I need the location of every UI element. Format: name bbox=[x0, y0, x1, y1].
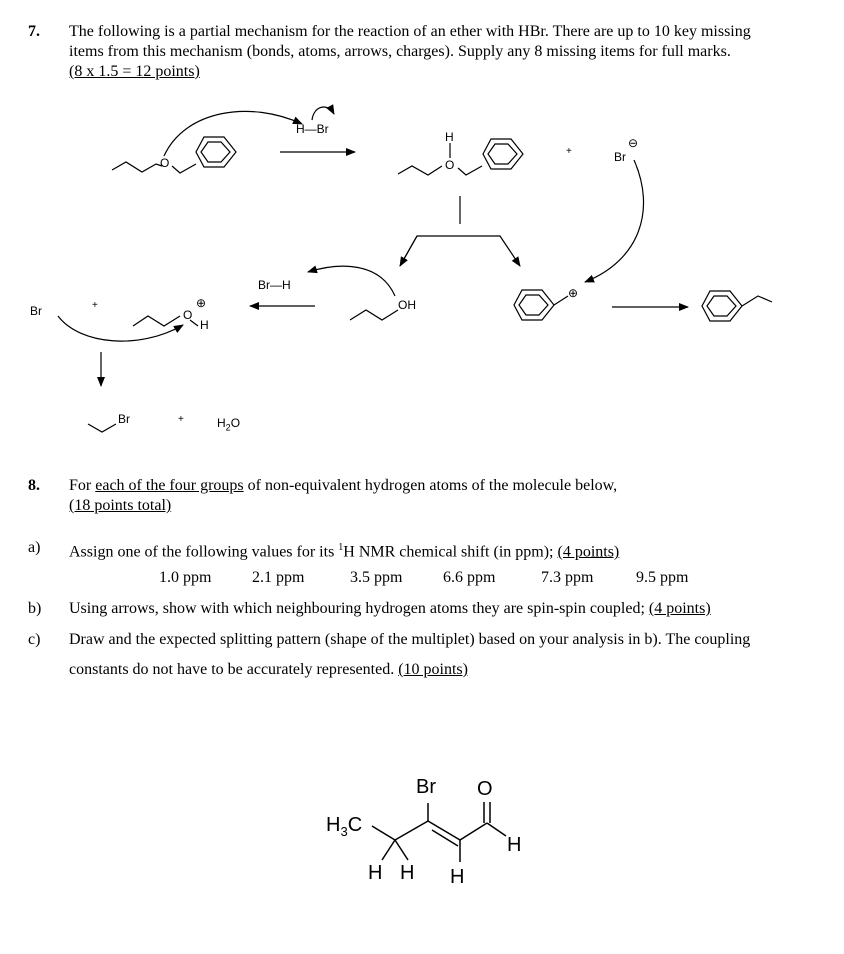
oxonium-positive-charge: ⊕ bbox=[196, 296, 207, 310]
shift-value: 9.5 ppm bbox=[636, 569, 689, 586]
q7-text-line1: The following is a partial mechanism for the reaction of an ether with HBr. There are up to 10 key missing bbox=[69, 23, 751, 40]
water-label: $H_2O$ bbox=[217, 416, 241, 433]
cation-positive-charge: ⊕ bbox=[568, 286, 579, 300]
protonated-o-label: O bbox=[183, 308, 193, 322]
c2-h-bond-right bbox=[395, 840, 408, 860]
branch-left-arrow bbox=[400, 236, 417, 266]
benzyl-ch2-bond bbox=[554, 296, 568, 305]
oxonium-h-label: H bbox=[445, 130, 454, 144]
curved-arrow-o-to-h bbox=[164, 111, 302, 156]
part-a-text: Assign one of the following values for its $^1$H NMR chemical shift (in ppm); (4 points) bbox=[69, 542, 620, 561]
c3-c4-double-bond bbox=[432, 830, 458, 846]
bromide-negative-charge: ⊖ bbox=[628, 136, 639, 150]
q7-text-line2: items from this mechanism (bonds, atoms, arrows, charges). Supply any 8 missing items for full marks. bbox=[69, 43, 731, 60]
plus-sign-1: + bbox=[566, 146, 572, 157]
c2-c3-bond bbox=[395, 821, 428, 840]
ch2-h-right-label: H bbox=[400, 862, 415, 884]
molecule-o-label: O bbox=[477, 778, 493, 800]
plus-sign-3: + bbox=[178, 414, 184, 425]
q7-points: (8 x 1.5 = 12 points) bbox=[69, 63, 200, 80]
benzene-ring-3-inner bbox=[519, 295, 548, 315]
q8-points: (18 points total) bbox=[69, 497, 172, 514]
oxonium-chain-right bbox=[458, 166, 482, 175]
product-chain bbox=[742, 296, 772, 306]
q8-number: 8. bbox=[28, 477, 40, 494]
h3c-bond bbox=[372, 826, 395, 840]
br-h-label: Br—H bbox=[258, 278, 291, 292]
ch2-h-left-label: H bbox=[368, 862, 383, 884]
part-b-label: b) bbox=[28, 600, 42, 617]
benzene-ring-2-inner bbox=[488, 144, 517, 164]
part-c-text-line1: Draw and the expected splitting pattern (shape of the multiplet) based on your analysis in b). The coupling bbox=[69, 631, 751, 648]
bromide-label: Br bbox=[614, 150, 626, 164]
shift-value: 7.3 ppm bbox=[541, 569, 594, 586]
molecule-br-label: Br bbox=[416, 776, 436, 798]
bromide-label-2: Br bbox=[30, 304, 42, 318]
q7-number: 7. bbox=[28, 23, 40, 40]
shift-value: 6.6 ppm bbox=[443, 569, 496, 586]
hbr-label: H—Br bbox=[296, 122, 329, 136]
propanol-oh-label: OH bbox=[398, 298, 416, 312]
part-c-label: c) bbox=[28, 631, 41, 648]
c4-c5-bond bbox=[460, 823, 487, 840]
shift-value: 3.5 ppm bbox=[350, 569, 403, 586]
ether-chain bbox=[112, 162, 162, 172]
curved-arrow-hbr bbox=[312, 107, 334, 120]
benzene-ring-1-inner bbox=[201, 142, 230, 162]
oxonium-o-label: O bbox=[445, 158, 455, 172]
part-b-text: Using arrows, show with which neighbouring hydrogen atoms they are spin-spin coupled; (4 points) bbox=[69, 600, 711, 617]
methyl-label: $H_3C$ bbox=[326, 814, 363, 839]
shift-value: 2.1 ppm bbox=[252, 569, 305, 586]
part-c-text-line2: constants do not have to be accurately represented. (10 points) bbox=[69, 661, 468, 678]
ether-o-label: O bbox=[160, 156, 170, 170]
branch-arms bbox=[400, 236, 520, 266]
curved-arrow-oh-to-hbr bbox=[308, 266, 395, 296]
aldehyde-h-bond bbox=[487, 823, 506, 836]
benzene-ring-4-inner bbox=[707, 296, 736, 316]
ether-chain-right bbox=[172, 164, 196, 173]
curved-arrow-br-attack bbox=[58, 316, 183, 341]
propyl-bromide-chain bbox=[88, 424, 116, 432]
propanol-chain bbox=[350, 310, 398, 320]
shift-value: 1.0 ppm bbox=[159, 569, 212, 586]
protonated-h-label: H bbox=[200, 318, 209, 332]
q8-intro: For each of the four groups of non-equivalent hydrogen atoms of the molecule below, bbox=[69, 477, 618, 494]
plus-sign-2: + bbox=[92, 300, 98, 311]
propyl-bromide-br-label: Br bbox=[118, 412, 130, 426]
c2-h-bond-left bbox=[382, 840, 395, 860]
aldehyde-h-label: H bbox=[507, 834, 522, 856]
oxonium-chain bbox=[398, 166, 442, 175]
vinyl-h-label: H bbox=[450, 866, 465, 888]
curved-arrow-br-to-cation bbox=[585, 160, 644, 282]
part-a-label: a) bbox=[28, 539, 41, 556]
protonated-propanol-chain bbox=[133, 316, 180, 326]
